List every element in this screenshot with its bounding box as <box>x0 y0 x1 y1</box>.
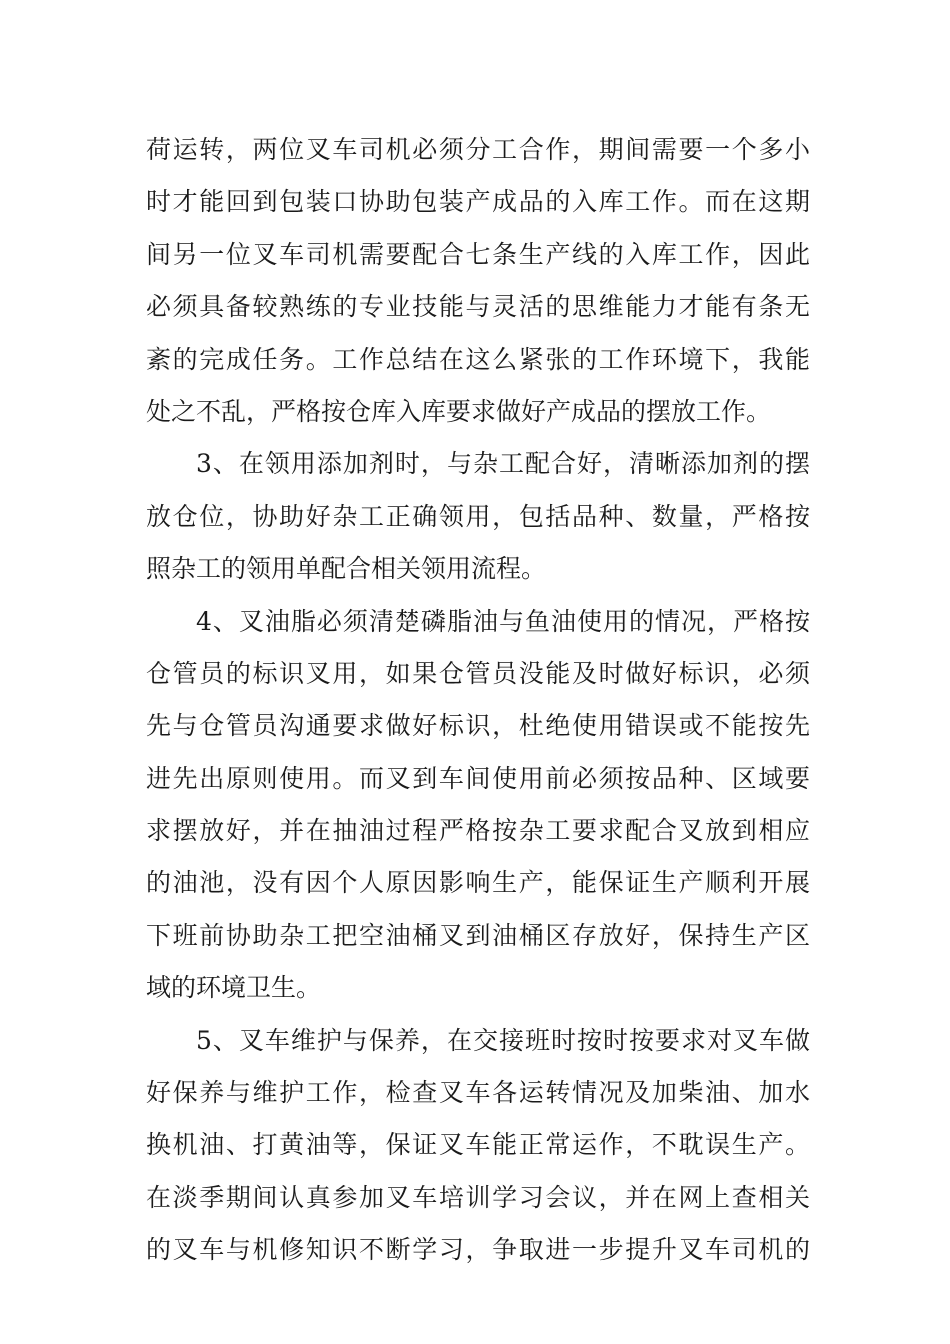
paragraph-item-4 <box>146 596 810 1015</box>
text-line: 紊的完成任务。工作总结在这么紧张的工作环境下，我能 <box>146 344 810 374</box>
text-line: 间另一位叉车司机需要配合七条生产线的入库工作，因此 <box>146 239 810 269</box>
text-line: 4、叉油脂必须清楚磷脂油与鱼油使用的情况，严格按 <box>196 606 810 636</box>
text-line: 5、叉车维护与保养，在交接班时按时按要求对叉车做 <box>196 1025 810 1055</box>
text-line: 荷运转，两位叉车司机必须分工合作，期间需要一个多小 <box>146 135 810 164</box>
text-line: 下班前协助杂工把空油桶叉到油桶区存放好，保持生产区 <box>146 920 810 950</box>
text-line: 放仓位，协助好杂工正确领用，包括品种、数量，严格按 <box>146 501 810 531</box>
paragraph-item-5 <box>146 1015 810 1277</box>
text-line: 仓管员的标识叉用，如果仓管员没能及时做好标识，必须 <box>146 658 810 688</box>
text-line: 先与仓管员沟通要求做好标识，杜绝使用错误或不能按先 <box>146 711 810 741</box>
text-line: 3、在领用添加剂时，与杂工配合好，清晰添加剂的摆 <box>196 449 810 479</box>
text-line: 照杂工的领用单配合相关领用流程。 <box>146 554 547 584</box>
text-line: 好保养与维护工作，检查叉车各运转情况及加柴油、加水 <box>146 1078 810 1108</box>
text-line: 在淡季期间认真参加叉车培训学习会议，并在网上查相关 <box>146 1182 810 1212</box>
document-body <box>146 124 810 1277</box>
text-line: 域的环境卫生。 <box>146 973 322 1003</box>
text-line: 换机油、打黄油等，保证叉车能正常运作，不耽误生产。 <box>146 1130 810 1160</box>
paragraph-item-3 <box>146 438 810 595</box>
text-line: 的叉车与机修知识不断学习，争取进一步提升叉车司机的 <box>146 1235 810 1265</box>
text-line: 进先出原则使用。而叉到车间使用前必须按品种、区域要 <box>146 763 810 793</box>
text-line: 的油池，没有因个人原因影响生产，能保证生产顺利开展 <box>146 868 810 898</box>
text-line: 时才能回到包装口协助包装产成品的入库工作。而在这期 <box>146 187 810 217</box>
text-line: 处之不乱，严格按仓库入库要求做好产成品的摆放工作。 <box>146 396 772 426</box>
text-line: 求摆放好，并在抽油过程严格按杂工要求配合叉放到相应 <box>146 816 810 846</box>
text-line: 必须具备较熟练的专业技能与灵活的思维能力才能有条无 <box>146 292 810 322</box>
paragraph-continued <box>146 124 810 438</box>
